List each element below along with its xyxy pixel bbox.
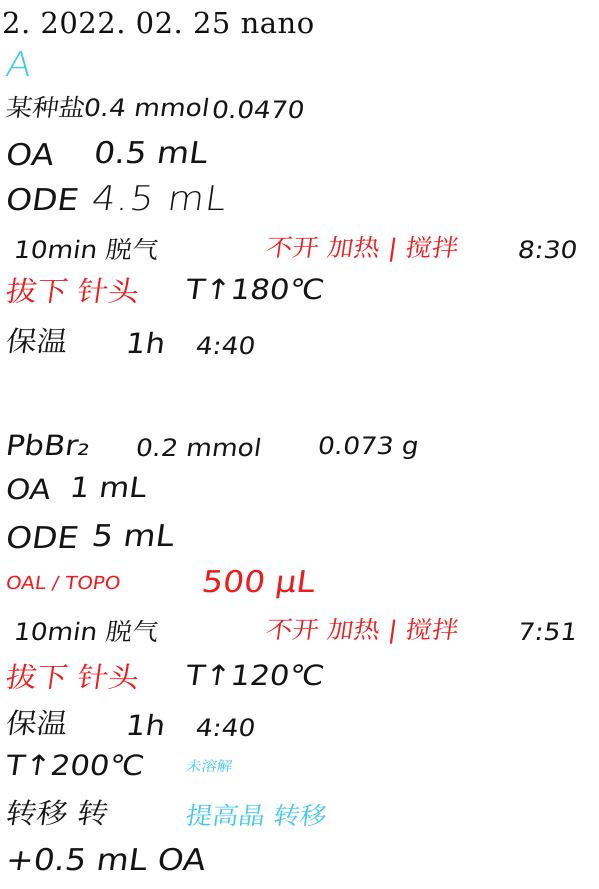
b-line5-note: 不开 加热 | 搅拌 bbox=[264, 616, 461, 644]
b-line4-reagent: OAL / TOPO bbox=[4, 573, 122, 594]
b-line9-action: 转移 转 bbox=[3, 797, 111, 830]
a-line6-hold: 保温 bbox=[3, 325, 71, 358]
b-line6-action: 拔下 针头 bbox=[3, 661, 142, 694]
b-line8-note: 未溶解 bbox=[184, 759, 234, 775]
a-line6-time: 4:40 bbox=[194, 332, 258, 360]
b-line7-time: 4:40 bbox=[194, 714, 258, 742]
a-line6-duration: 1h bbox=[123, 327, 168, 360]
a-line1-reagent: 某种盐 bbox=[4, 94, 88, 122]
b-line2-reagent: OA bbox=[3, 473, 54, 506]
page-title: 2. 2022. 02. 25 nano bbox=[2, 6, 315, 40]
b-line6-temp: T↑120℃ bbox=[183, 659, 327, 692]
b-line1-amount: 0.2 mmol bbox=[134, 434, 264, 462]
b-line5-time: 7:51 bbox=[516, 618, 580, 646]
a-line4-note: 不开 加热 | 搅拌 bbox=[264, 234, 461, 262]
b-line1-reagent: PbBr₂ bbox=[3, 429, 93, 462]
b-line4-amount: 500 μL bbox=[199, 565, 318, 600]
b-line8-temp: T↑200℃ bbox=[3, 749, 147, 782]
a-line1-mass: 0.0470 bbox=[210, 96, 307, 124]
b-line3-amount: 5 mL bbox=[89, 519, 177, 554]
b-line3-reagent: ODE bbox=[3, 521, 81, 556]
a-line3-amount: 4.5 mL bbox=[89, 179, 231, 219]
a-line4-step: 10min 脱气 bbox=[12, 236, 161, 264]
a-line2-reagent: OA bbox=[3, 138, 57, 173]
a-line5-action: 拔下 针头 bbox=[3, 275, 142, 308]
b-line9-note: 提高晶 转移 bbox=[184, 802, 329, 830]
a-line3-reagent: ODE bbox=[3, 183, 81, 218]
a-line5-temp: T↑180℃ bbox=[183, 273, 327, 306]
b-line10-action: +0.5 mL OA bbox=[3, 843, 209, 878]
a-line4-time: 8:30 bbox=[516, 236, 580, 264]
b-line2-amount: 1 mL bbox=[67, 471, 149, 504]
a-line1-amount: 0.4 mmol bbox=[82, 94, 212, 122]
a-line2-amount: 0.5 mL bbox=[91, 136, 211, 171]
b-line5-step: 10min 脱气 bbox=[12, 618, 161, 646]
section-a-label: A bbox=[3, 45, 36, 85]
b-line7-hold: 保温 bbox=[3, 707, 71, 740]
b-line7-duration: 1h bbox=[123, 709, 168, 742]
b-line1-mass: 0.073 g bbox=[316, 432, 421, 460]
